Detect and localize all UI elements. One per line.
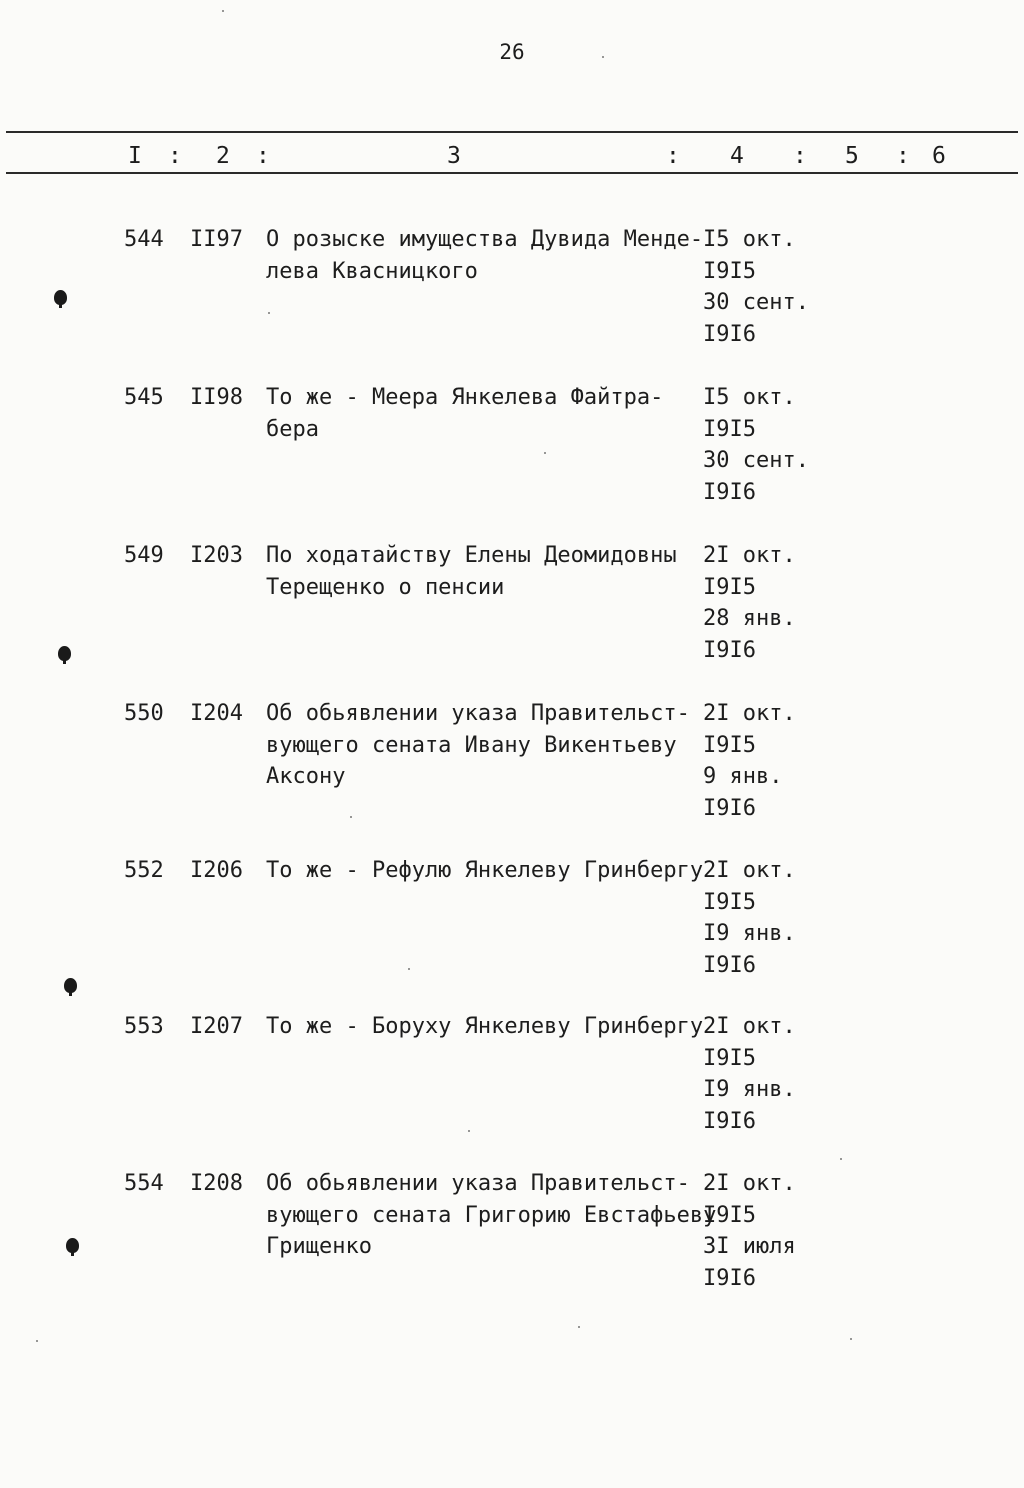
document-number: II98 [190, 385, 243, 410]
entry-number: 554 [124, 1171, 164, 1196]
entry-title [266, 1168, 716, 1263]
entry-title [266, 382, 663, 445]
entry-number: 544 [124, 227, 164, 252]
title-line: бера [266, 416, 319, 442]
table-row [0, 540, 1024, 690]
table-row [0, 1011, 1024, 1161]
entry-title [266, 540, 677, 603]
scan-speck [840, 1158, 842, 1160]
column-separator: : [896, 143, 910, 169]
scan-speck [350, 816, 352, 818]
table-row [0, 224, 1024, 374]
title-line: вующего сената Григорию Евстафьеву [266, 1202, 717, 1228]
document-number: I207 [190, 1014, 243, 1039]
title-line: Терещенко о пенсии [266, 574, 505, 600]
end-year: I9I6 [703, 321, 756, 347]
column-header-3: 3 [447, 143, 461, 169]
start-date: 2I окт. [703, 543, 796, 568]
title-line: То же - Меера Янкелева Файтра- [266, 385, 664, 410]
entry-dates [703, 855, 796, 981]
title-line: Аксону [266, 764, 346, 789]
scan-speck [578, 1326, 580, 1328]
table-row [0, 855, 1024, 1005]
start-year: I9I5 [703, 258, 756, 284]
scan-speck [602, 56, 604, 58]
column-header-5: 5 [845, 143, 859, 169]
end-date: 30 сент. [703, 290, 809, 315]
scan-speck [408, 968, 410, 970]
title-line: То же - Рефулю Янкелеву Гринбергу [266, 858, 704, 883]
header-bottom-rule [6, 172, 1018, 174]
entry-number: 549 [124, 543, 164, 568]
start-date: 2I окт. [703, 858, 796, 883]
header-top-rule [6, 131, 1018, 133]
document-number: I204 [190, 701, 243, 726]
end-date: 28 янв. [703, 606, 796, 631]
entry-dates [703, 224, 809, 350]
scan-speck [268, 312, 270, 314]
end-year: I9I6 [703, 1108, 756, 1134]
punch-hole-mark [58, 646, 71, 661]
scan-speck [222, 10, 224, 12]
scan-speck [36, 1340, 38, 1342]
table-row [0, 382, 1024, 532]
column-separator: : [168, 143, 182, 169]
end-year: I9I6 [703, 637, 756, 663]
page-number: 26 [499, 40, 525, 64]
column-header-1: I [128, 143, 142, 169]
document-number: II97 [190, 227, 243, 252]
column-header-4: 4 [730, 143, 744, 169]
title-line: О розыске имущества Дувида Менде- [266, 227, 704, 252]
column-separator: : [793, 143, 807, 169]
entry-dates [703, 1011, 796, 1137]
scan-speck [468, 1130, 470, 1132]
entry-dates [703, 540, 796, 666]
column-separator: : [256, 143, 270, 169]
end-year: I9I6 [703, 1265, 756, 1291]
column-header-2: 2 [216, 143, 230, 169]
column-header-6: 6 [932, 143, 946, 169]
end-year: I9I6 [703, 479, 756, 505]
start-date: 2I окт. [703, 1014, 796, 1039]
entry-number: 545 [124, 385, 164, 410]
end-date: I9 янв. [703, 1077, 796, 1102]
document-number: I203 [190, 543, 243, 568]
document-number: I206 [190, 858, 243, 883]
entry-number: 550 [124, 701, 164, 726]
entry-title [266, 1011, 703, 1043]
start-year: I9I5 [703, 416, 756, 442]
start-year: I9I5 [703, 732, 756, 758]
table-row [0, 1168, 1024, 1318]
start-year: I9I5 [703, 1202, 756, 1228]
table-row [0, 698, 1024, 848]
end-year: I9I6 [703, 952, 756, 978]
start-year: I9I5 [703, 1045, 756, 1071]
end-year: I9I6 [703, 795, 756, 821]
title-line: Об обьявлении указа Правительст- [266, 701, 690, 726]
title-line: Об обьявлении указа Правительст- [266, 1171, 690, 1196]
title-line: По ходатайству Елены Деомидовны [266, 543, 677, 568]
entry-title [266, 855, 703, 887]
entry-title [266, 698, 690, 793]
entry-dates [703, 382, 809, 508]
end-date: 9 янв. [703, 764, 783, 789]
entry-number: 553 [124, 1014, 164, 1039]
scan-speck [850, 1338, 852, 1340]
end-date: 30 сент. [703, 448, 809, 473]
scan-speck [544, 452, 546, 454]
entry-title [266, 224, 703, 287]
punch-hole-mark [54, 290, 67, 305]
title-line: То же - Боруху Янкелеву Гринбергу [266, 1014, 704, 1039]
column-separator: : [666, 143, 680, 169]
start-date: 2I окт. [703, 1171, 796, 1196]
start-date: I5 окт. [703, 227, 796, 252]
start-date: I5 окт. [703, 385, 796, 410]
entry-number: 552 [124, 858, 164, 883]
title-line: лева Квасницкого [266, 258, 478, 284]
title-line: вующего сената Ивану Викентьеву [266, 732, 677, 758]
punch-hole-mark [66, 1238, 79, 1253]
title-line: Грищенко [266, 1234, 372, 1259]
end-date: 3I июля [703, 1234, 796, 1259]
start-year: I9I5 [703, 889, 756, 915]
document-number: I208 [190, 1171, 243, 1196]
end-date: I9 янв. [703, 921, 796, 946]
entry-dates [703, 1168, 796, 1294]
entry-dates [703, 698, 796, 824]
punch-hole-mark [64, 978, 77, 993]
start-date: 2I окт. [703, 701, 796, 726]
start-year: I9I5 [703, 574, 756, 600]
